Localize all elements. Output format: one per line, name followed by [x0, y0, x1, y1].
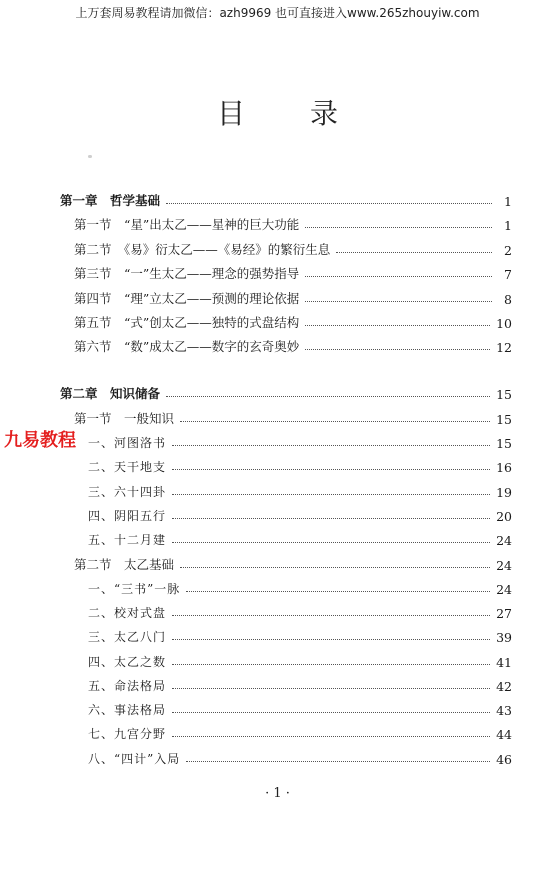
- toc-label: 三、太乙八门: [88, 630, 167, 644]
- toc-page-number: 1: [504, 194, 512, 209]
- dot-leader: [172, 542, 490, 543]
- toc-section-1-5[interactable]: [74, 311, 512, 331]
- toc-subitem-2-2-5[interactable]: [88, 674, 512, 694]
- toc-page-number: 24: [496, 558, 512, 573]
- dot-leader: [172, 712, 490, 713]
- dot-leader: [305, 301, 492, 302]
- toc-page-number: 2: [504, 243, 512, 258]
- toc-page-number: 43: [496, 703, 512, 718]
- toc-subitem-2-1-5[interactable]: [88, 528, 512, 548]
- toc-label: 七、九宫分野: [88, 727, 167, 741]
- toc-label: 第二节 《易》衍太乙——《易经》的繁衍生息: [74, 242, 331, 257]
- toc-label: 第一节 一般知识: [74, 411, 175, 426]
- toc-page-number: 24: [496, 533, 512, 548]
- toc-page-number: 24: [496, 582, 512, 597]
- dot-leader: [172, 445, 490, 446]
- toc-label: 第一节 “星”出太乙——星神的巨大功能: [74, 217, 300, 232]
- toc-label: 第一章 哲学基础: [60, 193, 161, 208]
- toc-label: 八、“四计”入局: [88, 752, 181, 766]
- toc-subitem-2-2-7[interactable]: [88, 722, 512, 742]
- toc-label: 五、命法格局: [88, 679, 167, 693]
- watermark-logo: 九易教程: [2, 426, 78, 452]
- dot-leader: [305, 227, 492, 228]
- dot-leader: [180, 421, 490, 422]
- toc-subitem-2-2-2[interactable]: [88, 601, 512, 621]
- toc-page-number: 16: [496, 460, 512, 475]
- toc-subitem-2-1-4[interactable]: [88, 504, 512, 524]
- toc-chapter-1[interactable]: [60, 189, 512, 209]
- toc-label: 第三节 “一”生太乙——理念的强势指导: [74, 266, 300, 281]
- toc-page-number: 7: [504, 267, 512, 282]
- toc-section-1-4[interactable]: [74, 287, 512, 307]
- toc-page-number: 39: [496, 630, 512, 645]
- dot-leader: [172, 494, 490, 495]
- toc-page-number: 15: [496, 412, 512, 427]
- toc-subitem-2-1-2[interactable]: [88, 455, 512, 475]
- toc-section-1-3[interactable]: [74, 262, 512, 282]
- toc-label: 第五节 “式”创太乙——独特的式盘结构: [74, 315, 300, 330]
- toc-subitem-2-2-4[interactable]: [88, 650, 512, 670]
- page-title: 目 录: [217, 97, 366, 130]
- dot-leader: [186, 761, 490, 762]
- toc-page-number: 42: [496, 679, 512, 694]
- toc-label: 第六节 “数”成太乙——数字的玄奇奥妙: [74, 339, 300, 354]
- toc-page-number: 15: [496, 436, 512, 451]
- toc-subitem-2-2-1[interactable]: [88, 577, 512, 597]
- toc-page-number: 46: [496, 752, 512, 767]
- toc-page-number: 41: [496, 655, 512, 670]
- toc-subitem-2-2-6[interactable]: [88, 698, 512, 718]
- toc-label: 二、天干地支: [88, 460, 167, 474]
- toc-page-number: 8: [504, 292, 512, 307]
- dot-leader: [186, 591, 490, 592]
- toc-label: 一、河图洛书: [88, 436, 167, 450]
- toc-section-2-2[interactable]: [74, 553, 512, 573]
- toc-label: 一、“三书”一脉: [88, 582, 181, 596]
- dot-leader: [172, 469, 490, 470]
- toc-page-number: 44: [496, 727, 512, 742]
- toc-subitem-2-1-1[interactable]: [88, 431, 512, 451]
- toc-page-number: 15: [496, 387, 512, 402]
- toc-section-1-2[interactable]: [74, 238, 512, 258]
- toc-chapter-2[interactable]: [60, 382, 512, 402]
- dot-leader: [166, 396, 490, 397]
- dot-leader: [172, 736, 490, 737]
- dot-leader: [305, 325, 490, 326]
- dot-leader: [172, 664, 490, 665]
- dot-leader: [172, 688, 490, 689]
- toc-page-number: 12: [496, 340, 512, 355]
- toc-page-number: 27: [496, 606, 512, 621]
- toc-label: 四、阴阳五行: [88, 509, 167, 523]
- toc-page-number: 1: [504, 218, 512, 233]
- toc-label: 第二章 知识储备: [60, 386, 161, 401]
- toc-page-number: 19: [496, 485, 512, 500]
- toc-section-1-1[interactable]: [74, 213, 512, 233]
- toc-label: 三、六十四卦: [88, 485, 167, 499]
- dot-leader: [166, 203, 492, 204]
- dot-leader: [305, 276, 492, 277]
- toc-label: 二、校对式盘: [88, 606, 167, 620]
- dot-leader: [336, 252, 492, 253]
- toc-subitem-2-2-8[interactable]: [88, 747, 512, 767]
- dot-leader: [172, 639, 490, 640]
- footer-page-number: · 1 ·: [265, 786, 290, 801]
- toc-page-number: 20: [496, 509, 512, 524]
- dot-leader: [305, 349, 490, 350]
- toc-section-2-1[interactable]: [74, 407, 512, 427]
- dot-leader: [172, 615, 490, 616]
- toc-section-1-6[interactable]: [74, 335, 512, 355]
- scan-speck: [88, 155, 92, 158]
- toc-label: 第二节 太乙基础: [74, 557, 175, 572]
- toc-label: 五、十二月建: [88, 533, 167, 547]
- toc-label: 四、太乙之数: [88, 655, 167, 669]
- toc-subitem-2-2-3[interactable]: [88, 625, 512, 645]
- toc-label: 六、事法格局: [88, 703, 167, 717]
- dot-leader: [172, 518, 490, 519]
- toc-page-number: 10: [496, 316, 512, 331]
- toc-subitem-2-1-3[interactable]: [88, 480, 512, 500]
- toc-label: 第四节 “理”立太乙——预测的理论依据: [74, 291, 300, 306]
- dot-leader: [180, 567, 490, 568]
- header-banner: 上万套周易教程请加微信：azh9969 也可直接进入www.265zhouyiw.com: [75, 6, 480, 20]
